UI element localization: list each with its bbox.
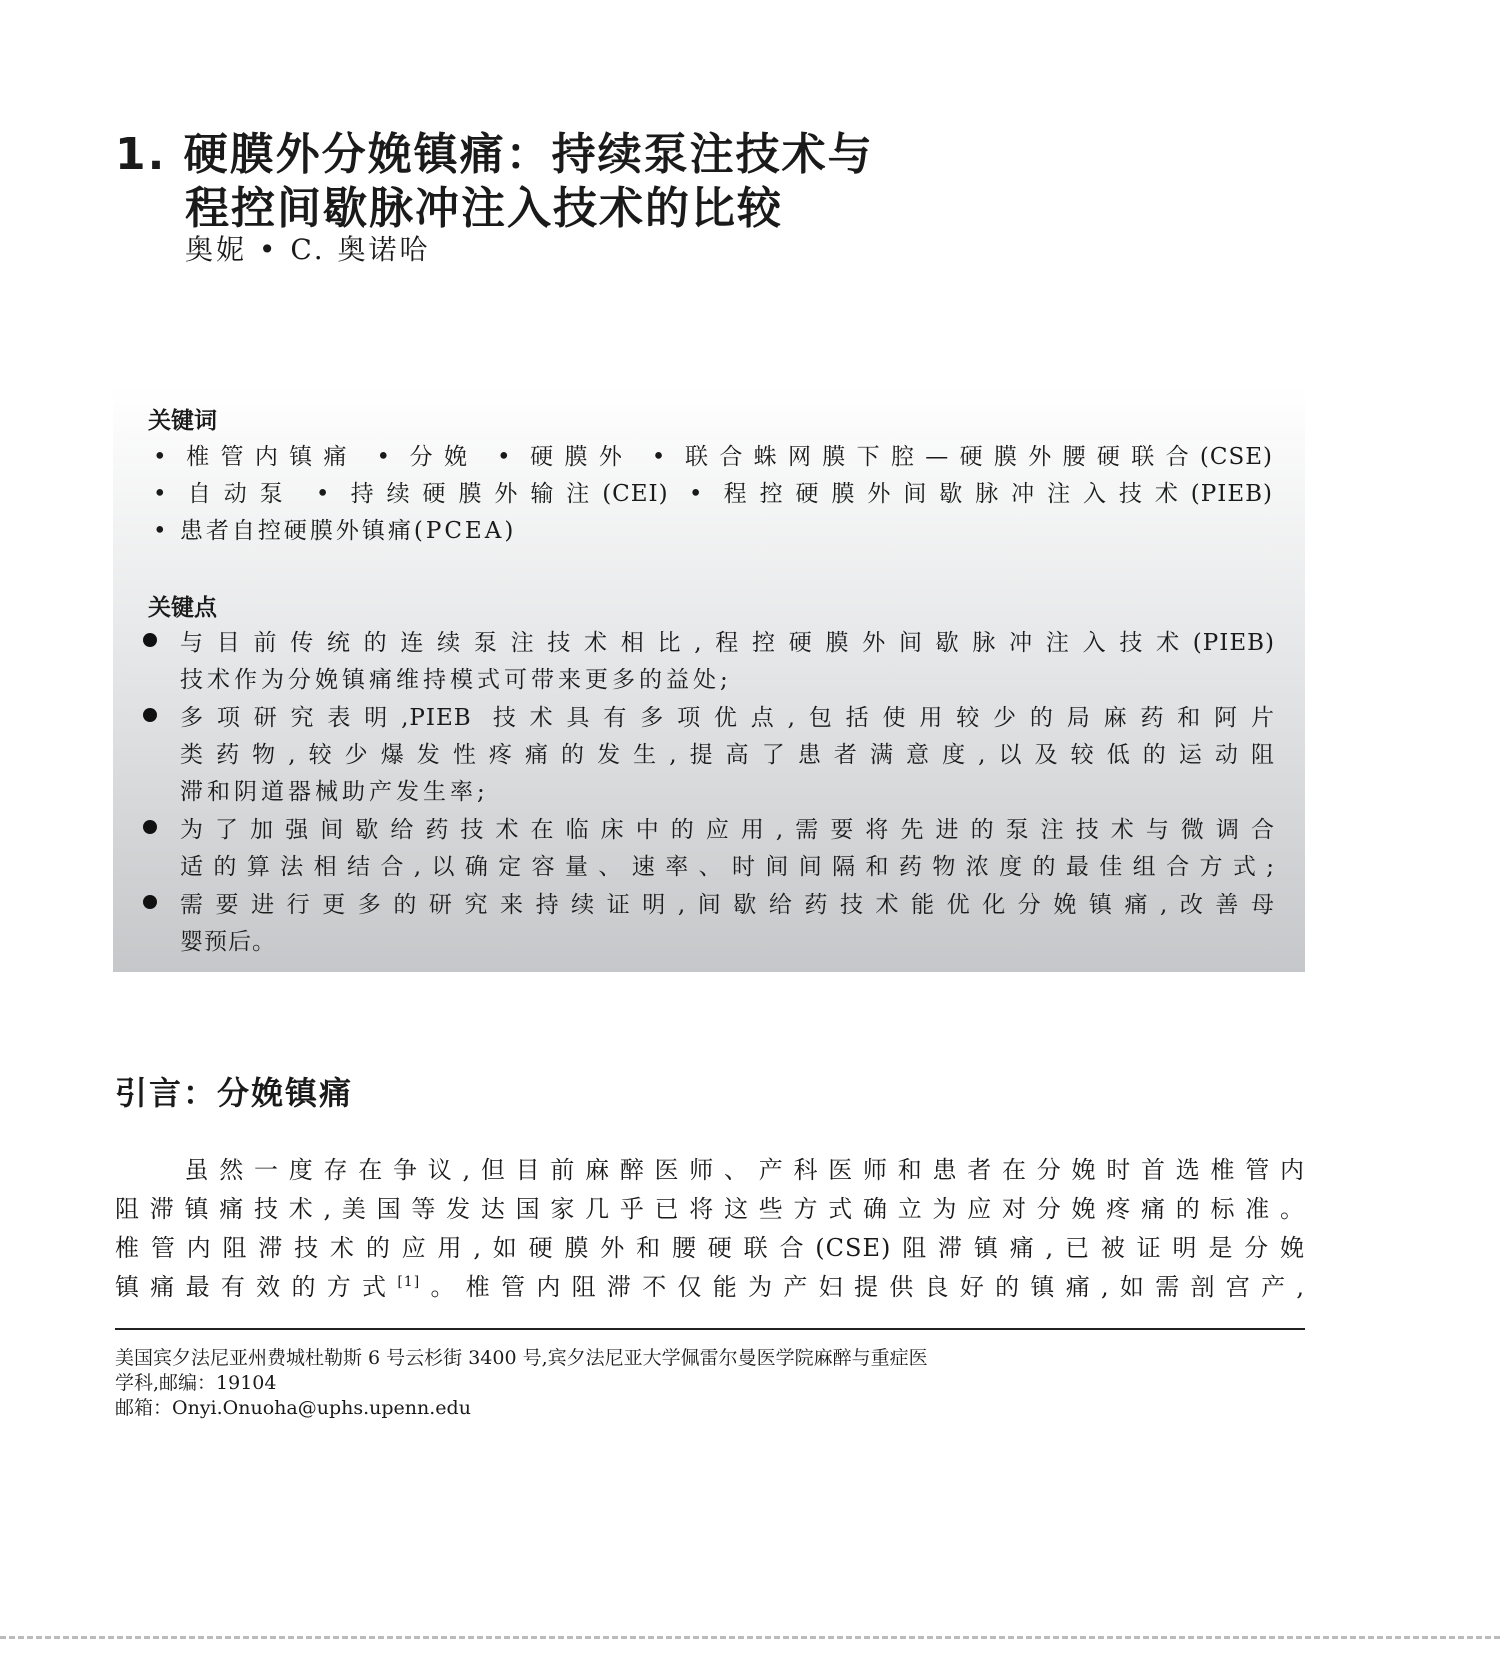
footnote-email: 邮箱：Onyi.Onuoha@uphs.upenn.edu bbox=[115, 1397, 471, 1419]
footnote-line: 学科,邮编：19104 bbox=[115, 1372, 277, 1394]
author: 奥妮 • C. 奥诺哈 bbox=[185, 233, 431, 266]
keywords-heading: 关键词 bbox=[148, 408, 217, 434]
bullet-icon bbox=[143, 820, 157, 834]
key-point-line: 适的算法相结合,以确定容量、速率、时间间隔和药物浓度的最佳组合方式; bbox=[180, 854, 1275, 880]
key-point-line: 多项研究表明,PIEB 技术具有多项优点,包括使用较少的局麻药和阿片 bbox=[180, 705, 1275, 731]
body-line: 椎管内阻滞技术的应用,如硬膜外和腰硬联合(CSE)阻滞镇痛,已被证明是分娩 bbox=[115, 1234, 1305, 1262]
key-point-line: 技术作为分娩镇痛维持模式可带来更多的益处; bbox=[180, 667, 732, 693]
keyword-line: • 自动泵 • 持续硬膜外输注(CEI) • 程控硬膜外间歇脉冲注入技术(PIEB) bbox=[153, 481, 1273, 507]
chapter-title-line-2: 程控间歇脉冲注入技术的比较 bbox=[185, 183, 783, 234]
bullet-icon bbox=[143, 633, 157, 647]
footnote-divider bbox=[115, 1328, 1305, 1330]
body-line: 阻滞镇痛技术,美国等发达国家几乎已将这些方式确立为应对分娩疼痛的标准。 bbox=[115, 1195, 1305, 1223]
reference-link[interactable]: [1] bbox=[397, 1274, 421, 1290]
footnote-line: 美国宾夕法尼亚州费城杜勒斯 6 号云杉街 3400 号,宾夕法尼亚大学佩雷尔曼医学院麻醉与重症医 bbox=[115, 1347, 928, 1369]
key-point-line: 与目前传统的连续泵注技术相比,程控硬膜外间歇脉冲注入技术(PIEB) bbox=[180, 630, 1275, 656]
section-heading: 引言：分娩镇痛 bbox=[115, 1074, 354, 1112]
chapter-title-line-1: 1. 硬膜外分娩镇痛：持续泵注技术与 bbox=[115, 129, 874, 180]
body-text: 镇痛最有效的方式 bbox=[115, 1273, 398, 1301]
key-point-line: 为了加强间歇给药技术在临床中的应用,需要将先进的泵注技术与微调合 bbox=[180, 817, 1275, 843]
bullet-icon bbox=[143, 895, 157, 909]
key-point-line: 婴预后。 bbox=[180, 929, 276, 955]
key-points-heading: 关键点 bbox=[148, 595, 217, 621]
page-edge-divider bbox=[0, 1636, 1500, 1639]
bullet-icon bbox=[143, 708, 157, 722]
summary-box bbox=[113, 385, 1305, 972]
key-point-line: 类药物,较少爆发性疼痛的发生,提高了患者满意度,以及较低的运动阻 bbox=[180, 742, 1275, 768]
body-text: 。椎管内阻滞不仅能为产妇提供良好的镇痛,如需剖宫产, bbox=[420, 1273, 1305, 1301]
key-point-line: 滞和阴道器械助产发生率; bbox=[180, 779, 489, 805]
body-line: 虽然一度存在争议,但目前麻醉医师、产科医师和患者在分娩时首选椎管内 bbox=[115, 1156, 1305, 1184]
key-point-line: 需要进行更多的研究来持续证明,间歇给药技术能优化分娩镇痛,改善母 bbox=[180, 892, 1275, 918]
keyword-line: • 患者自控硬膜外镇痛(PCEA) bbox=[153, 518, 517, 544]
keyword-line: • 椎管内镇痛 • 分娩 • 硬膜外 • 联合蛛网膜下腔—硬膜外腰硬联合(CSE) bbox=[153, 444, 1273, 470]
body-line bbox=[115, 1267, 1305, 1302]
